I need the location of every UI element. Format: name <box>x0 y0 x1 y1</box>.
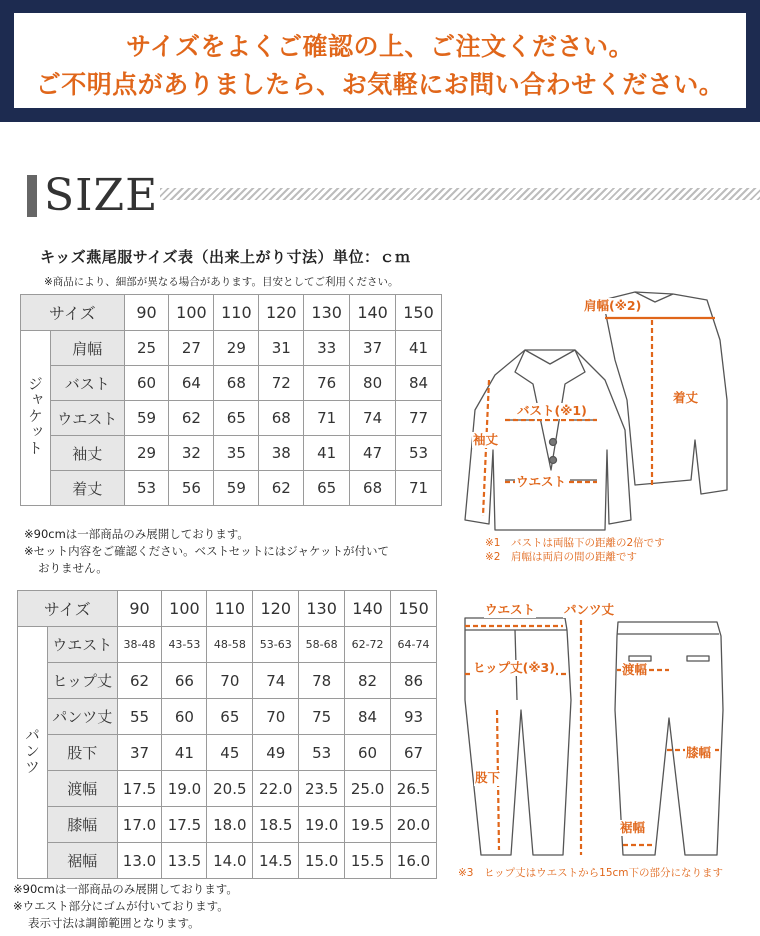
size-header: 120 <box>253 591 299 627</box>
jacket-header-row <box>21 295 442 331</box>
jacket-caption: ※2 肩幅は両肩の間の距離です <box>485 551 637 563</box>
pants-header-row <box>18 591 437 627</box>
size-header: 130 <box>299 591 345 627</box>
table-cell: 60 <box>124 366 169 401</box>
size-heading-bar <box>27 175 37 217</box>
table-cell: 62 <box>259 471 304 506</box>
row-label: 渡幅 <box>47 771 117 807</box>
thigh-label: 渡幅 <box>622 662 648 677</box>
table-cell: 43-53 <box>162 627 207 663</box>
size-header: 90 <box>124 295 169 331</box>
size-header: 120 <box>259 295 304 331</box>
size-header: 90 <box>117 591 162 627</box>
table-cell: 31 <box>259 331 304 366</box>
inseam-label: 股下 <box>475 770 501 785</box>
row-label: 裾幅 <box>47 843 117 879</box>
table-row <box>18 771 437 807</box>
table-row <box>18 699 437 735</box>
table-cell: 18.5 <box>253 807 299 843</box>
pants-group-label <box>18 627 48 879</box>
size-header: 100 <box>169 295 214 331</box>
table-cell: 41 <box>396 331 442 366</box>
table-cell: 59 <box>214 471 259 506</box>
table-row <box>18 735 437 771</box>
table-cell: 62 <box>169 401 214 436</box>
pants-note: ※ウエスト部分にゴムが付いております。 <box>13 899 229 913</box>
table-cell: 53 <box>124 471 169 506</box>
size-header: 130 <box>304 295 350 331</box>
size-header: 110 <box>207 591 253 627</box>
table-cell: 55 <box>117 699 162 735</box>
table-cell: 37 <box>350 331 396 366</box>
table-cell: 20.0 <box>391 807 437 843</box>
row-label: 肩幅 <box>50 331 124 366</box>
table-cell: 59 <box>124 401 169 436</box>
jacket-illustration <box>455 280 760 545</box>
pants-caption: ※3 ヒップ丈はウエストから15cm下の部分になります <box>458 867 724 879</box>
table-cell: 17.5 <box>117 771 162 807</box>
table-cell: 68 <box>350 471 396 506</box>
size-heading: SIZE <box>44 170 159 221</box>
size-header: 140 <box>345 591 391 627</box>
pants-note: 表示寸法は調節範囲となります。 <box>28 916 200 930</box>
table-cell: 17.0 <box>117 807 162 843</box>
row-label: 袖丈 <box>50 436 124 471</box>
jacket-caption: ※1 バストは両脇下の距離の2倍です <box>485 537 665 549</box>
table-cell: 65 <box>207 699 253 735</box>
table-cell: 60 <box>345 735 391 771</box>
table-cell: 72 <box>259 366 304 401</box>
pants-waist-label: ウエスト <box>485 602 536 617</box>
pants-note: ※90cmは一部商品のみ展開しております。 <box>13 882 238 896</box>
table-cell: 64 <box>169 366 214 401</box>
banner-line-1: サイズをよくご確認の上、ご注文ください。 <box>125 32 634 61</box>
table-cell: 53 <box>396 436 442 471</box>
table-cell: 25 <box>124 331 169 366</box>
table-cell: 62-72 <box>345 627 391 663</box>
table-cell: 19.0 <box>162 771 207 807</box>
bust-label: バスト(※1) <box>517 403 587 418</box>
table-row <box>18 663 437 699</box>
table-cell: 29 <box>214 331 259 366</box>
table-cell: 65 <box>304 471 350 506</box>
shoulder-label: 肩幅(※2) <box>584 298 642 313</box>
table-cell: 71 <box>304 401 350 436</box>
table-cell: 86 <box>391 663 437 699</box>
table-cell: 66 <box>162 663 207 699</box>
row-label: 着丈 <box>50 471 124 506</box>
table-cell: 37 <box>117 735 162 771</box>
table-cell: 41 <box>162 735 207 771</box>
jacket-note: ※90cmは一部商品のみ展開しております。 <box>24 527 249 541</box>
pants-front-drawing <box>465 618 571 855</box>
table-cell: 74 <box>253 663 299 699</box>
pants-group-text: パンツ <box>22 726 41 775</box>
table-cell: 29 <box>124 436 169 471</box>
size-header-label: サイズ <box>21 295 125 331</box>
knee-label: 膝幅 <box>686 745 712 760</box>
table-cell: 22.0 <box>253 771 299 807</box>
table-cell: 26.5 <box>391 771 437 807</box>
table-cell: 62 <box>117 663 162 699</box>
table-cell: 48-58 <box>207 627 253 663</box>
jacket-size-table <box>20 294 442 506</box>
table-cell: 13.0 <box>117 843 162 879</box>
table-cell: 27 <box>169 331 214 366</box>
table-cell: 74 <box>350 401 396 436</box>
waist-label: ウエスト <box>516 474 567 489</box>
table-cell: 49 <box>253 735 299 771</box>
table-cell: 17.5 <box>162 807 207 843</box>
jacket-note: ※セット内容をご確認ください。ベストセットにはジャケットが付いて <box>24 544 389 558</box>
table-cell: 19.0 <box>299 807 345 843</box>
row-label: バスト <box>50 366 124 401</box>
size-header-label: サイズ <box>18 591 118 627</box>
table-cell: 15.5 <box>345 843 391 879</box>
sleeve-label: 袖丈 <box>473 432 499 447</box>
table-cell: 75 <box>299 699 345 735</box>
table-row <box>21 366 442 401</box>
table-row <box>21 436 442 471</box>
table-cell: 68 <box>214 366 259 401</box>
table-cell: 16.0 <box>391 843 437 879</box>
pants-length-label: パンツ丈 <box>564 602 615 617</box>
row-label: 膝幅 <box>47 807 117 843</box>
size-header: 100 <box>162 591 207 627</box>
size-chart-subnote: ※商品により、細部が異なる場合があります。目安としてご利用ください。 <box>44 276 399 288</box>
row-label: パンツ丈 <box>47 699 117 735</box>
table-cell: 60 <box>162 699 207 735</box>
table-row <box>18 627 437 663</box>
table-cell: 58-68 <box>299 627 345 663</box>
table-cell: 82 <box>345 663 391 699</box>
table-cell: 93 <box>391 699 437 735</box>
table-cell: 84 <box>345 699 391 735</box>
table-cell: 71 <box>396 471 442 506</box>
banner-panel <box>14 13 746 108</box>
heading-stripe-divider <box>160 188 760 200</box>
table-row <box>21 471 442 506</box>
table-cell: 13.5 <box>162 843 207 879</box>
table-cell: 77 <box>396 401 442 436</box>
table-cell: 78 <box>299 663 345 699</box>
length-label: 着丈 <box>673 390 699 405</box>
jacket-group-text: ジャケット <box>25 376 44 456</box>
table-cell: 18.0 <box>207 807 253 843</box>
table-cell: 35 <box>214 436 259 471</box>
table-cell: 47 <box>350 436 396 471</box>
size-header: 140 <box>350 295 396 331</box>
table-cell: 14.0 <box>207 843 253 879</box>
table-cell: 70 <box>253 699 299 735</box>
row-label: ウエスト <box>47 627 117 663</box>
size-chart-title: キッズ燕尾服サイズ表（出来上がり寸法）単位：ｃｍ <box>40 248 411 266</box>
table-cell: 65 <box>214 401 259 436</box>
hip-label: ヒップ丈(※3) <box>473 660 555 675</box>
table-cell: 20.5 <box>207 771 253 807</box>
table-cell: 70 <box>207 663 253 699</box>
table-cell: 80 <box>350 366 396 401</box>
size-header: 150 <box>391 591 437 627</box>
size-header: 150 <box>396 295 442 331</box>
table-row <box>18 843 437 879</box>
pants-illustration <box>455 600 755 870</box>
banner-line-2: ご不明点がありましたら、お気軽にお問い合わせください。 <box>35 70 725 99</box>
table-cell: 19.5 <box>345 807 391 843</box>
table-cell: 23.5 <box>299 771 345 807</box>
table-cell: 38-48 <box>117 627 162 663</box>
jacket-note: おりません。 <box>38 561 108 575</box>
table-cell: 38 <box>259 436 304 471</box>
table-row <box>18 807 437 843</box>
table-row <box>21 331 442 366</box>
table-cell: 41 <box>304 436 350 471</box>
table-cell: 15.0 <box>299 843 345 879</box>
top-banner <box>0 0 760 122</box>
table-cell: 84 <box>396 366 442 401</box>
table-cell: 32 <box>169 436 214 471</box>
table-cell: 56 <box>169 471 214 506</box>
table-cell: 53 <box>299 735 345 771</box>
table-cell: 45 <box>207 735 253 771</box>
table-cell: 25.0 <box>345 771 391 807</box>
table-cell: 67 <box>391 735 437 771</box>
table-row <box>21 401 442 436</box>
row-label: ウエスト <box>50 401 124 436</box>
table-cell: 14.5 <box>253 843 299 879</box>
pants-size-table <box>17 590 437 879</box>
table-cell: 64-74 <box>391 627 437 663</box>
table-cell: 53-63 <box>253 627 299 663</box>
table-cell: 33 <box>304 331 350 366</box>
table-cell: 68 <box>259 401 304 436</box>
table-cell: 76 <box>304 366 350 401</box>
row-label: ヒップ丈 <box>47 663 117 699</box>
jacket-group-label <box>21 331 51 506</box>
row-label: 股下 <box>47 735 117 771</box>
hem-label: 裾幅 <box>620 820 646 835</box>
size-header: 110 <box>214 295 259 331</box>
